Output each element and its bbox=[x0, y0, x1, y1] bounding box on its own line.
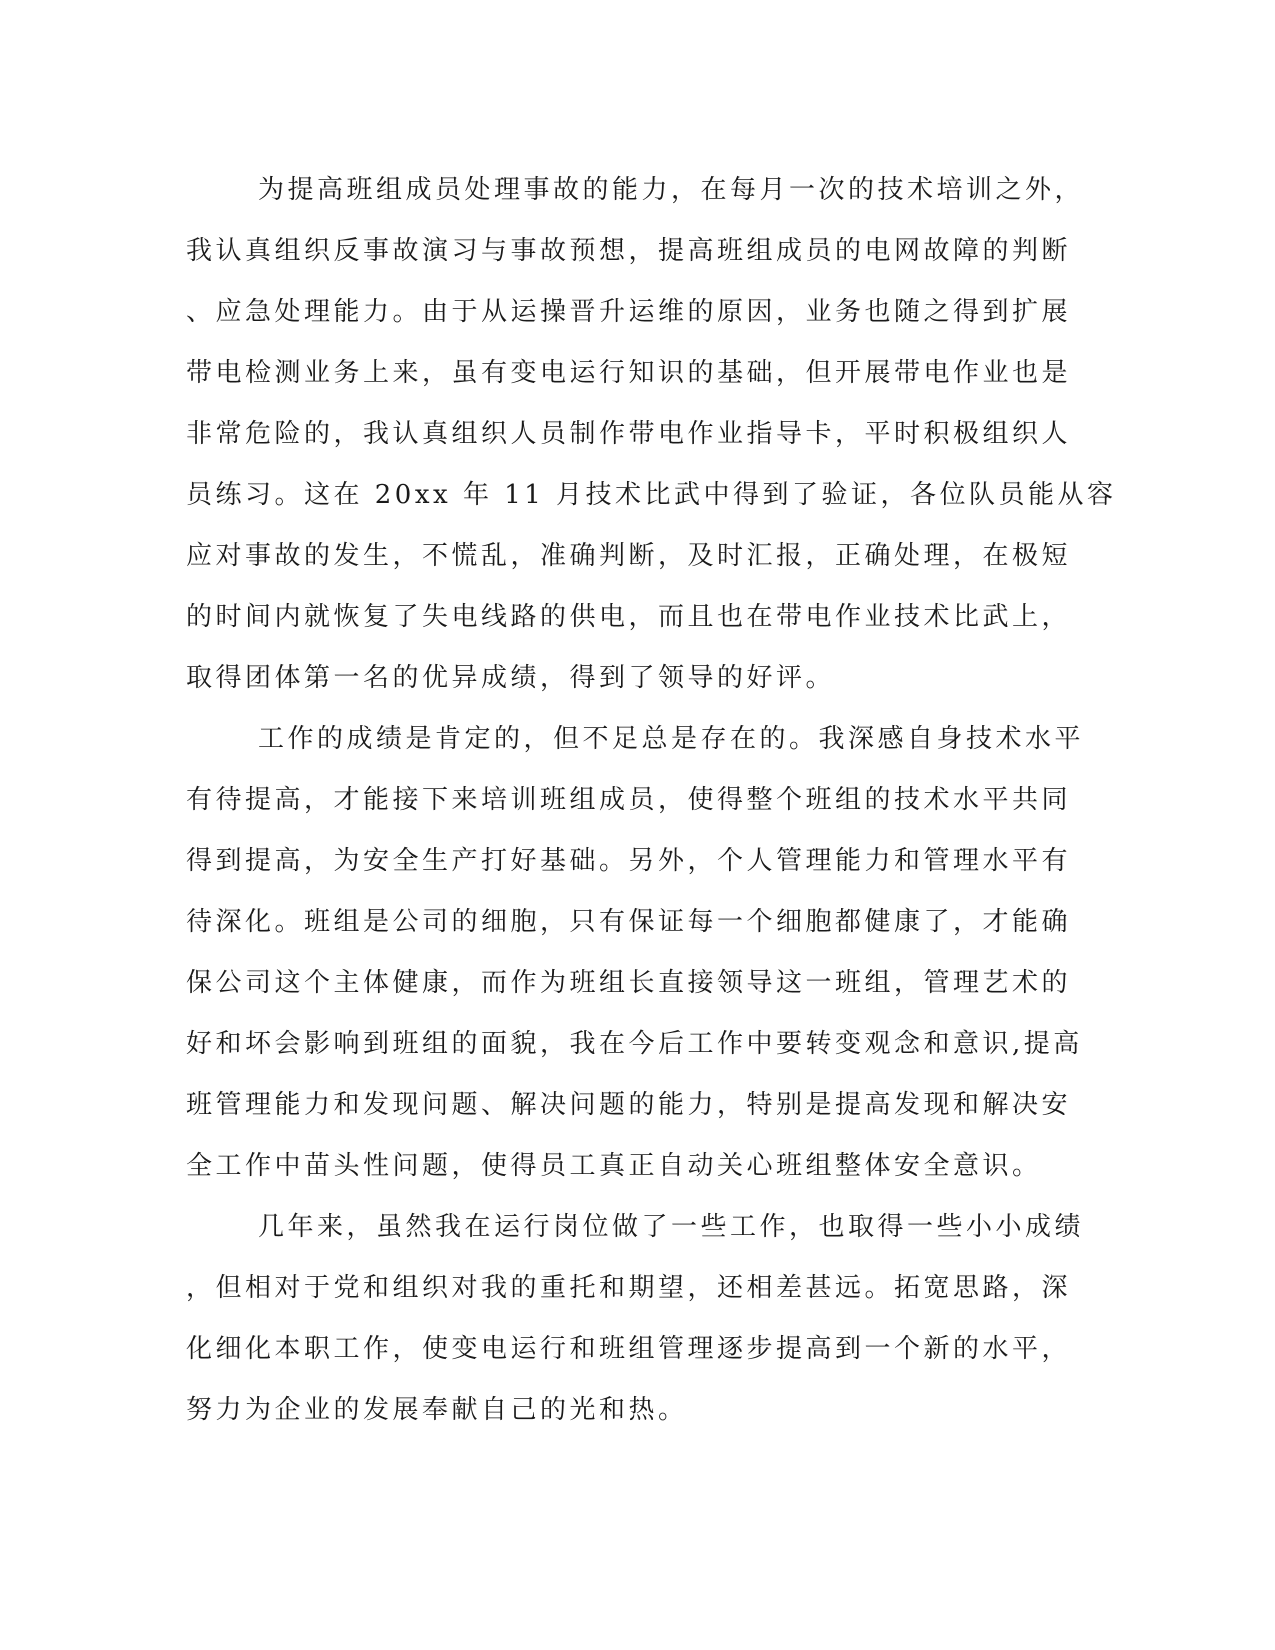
paragraph-2 bbox=[186, 709, 1085, 1197]
text-line: 努力为企业的发展奉献自己的光和热。 bbox=[186, 1395, 688, 1425]
text-line: 带电检测业务上来，虽有变电运行知识的基础，但开展带电作业也是 bbox=[186, 358, 1072, 388]
text-line: 、应急处理能力。由于从运操晋升运维的原因，业务也随之得到扩展 bbox=[186, 297, 1072, 327]
text-line: ，但相对于党和组织对我的重托和期望，还相差甚远。拓宽思路，深 bbox=[186, 1273, 1072, 1303]
text-line: 工作的成绩是肯定的，但不足总是存在的。我深感自身技术水平 bbox=[258, 724, 1085, 754]
text-line: 几年来，虽然我在运行岗位做了一些工作，也取得一些小小成绩 bbox=[258, 1212, 1085, 1242]
text-line: 好和坏会影响到班组的面貌，我在今后工作中要转变观念和意识,提高 bbox=[186, 1029, 1083, 1059]
text-line: 非常危险的，我认真组织人员制作带电作业指导卡，平时积极组织人 bbox=[186, 419, 1072, 449]
text-line: 保公司这个主体健康，而作为班组长直接领导这一班组，管理艺术的 bbox=[186, 968, 1072, 998]
text-line: 取得团体第一名的优异成绩，得到了领导的好评。 bbox=[186, 663, 836, 693]
document-body bbox=[186, 160, 1117, 1441]
text-line: 班管理能力和发现问题、解决问题的能力，特别是提高发现和解决安 bbox=[186, 1090, 1072, 1120]
text-line: 化细化本职工作，使变电运行和班组管理逐步提高到一个新的水平， bbox=[186, 1334, 1072, 1364]
text-line: 得到提高，为安全生产打好基础。另外，个人管理能力和管理水平有 bbox=[186, 846, 1072, 876]
paragraph-1 bbox=[186, 160, 1117, 709]
text-line: 我认真组织反事故演习与事故预想，提高班组成员的电网故障的判断 bbox=[186, 236, 1072, 266]
text-line: 应对事故的发生，不慌乱，准确判断，及时汇报，正确处理，在极短 bbox=[186, 541, 1072, 571]
text-line: 全工作中苗头性问题，使得员工真正自动关心班组整体安全意识。 bbox=[186, 1151, 1042, 1181]
paragraph-3 bbox=[186, 1197, 1085, 1441]
text-line: 为提高班组成员处理事故的能力，在每月一次的技术培训之外， bbox=[258, 175, 1085, 205]
text-line: 的时间内就恢复了失电线路的供电，而且也在带电作业技术比武上， bbox=[186, 602, 1072, 632]
text-line: 待深化。班组是公司的细胞，只有保证每一个细胞都健康了，才能确 bbox=[186, 907, 1072, 937]
text-line: 员练习。这在 20xx 年 11 月技术比武中得到了验证，各位队员能从容 bbox=[186, 480, 1117, 510]
text-line: 有待提高，才能接下来培训班组成员，使得整个班组的技术水平共同 bbox=[186, 785, 1072, 815]
